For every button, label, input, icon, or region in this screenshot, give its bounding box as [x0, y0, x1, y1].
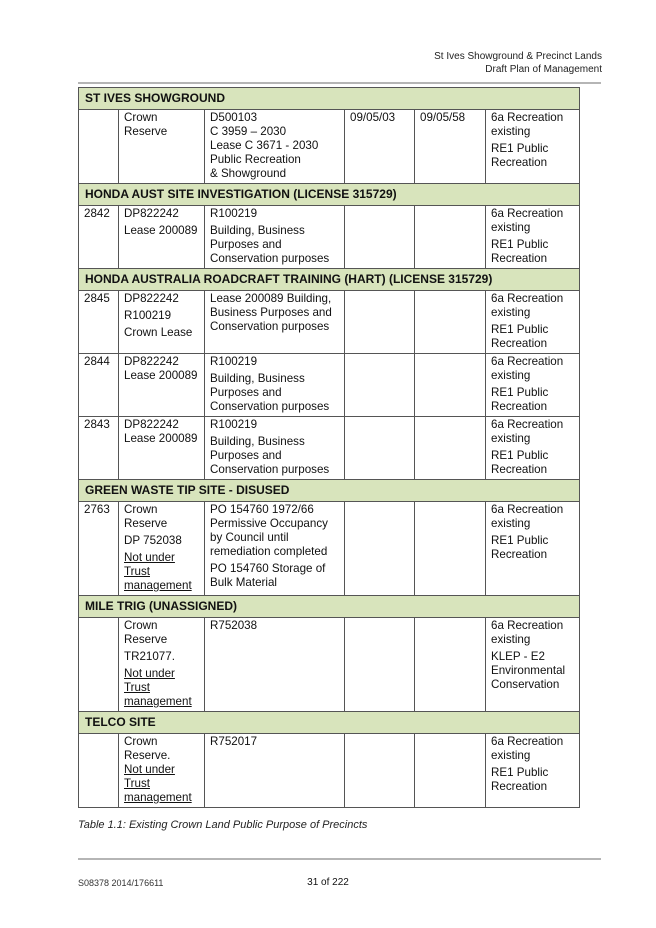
section-title: TELCO SITE	[79, 712, 580, 734]
zoning-cell	[486, 291, 580, 354]
date-gazetted-cell	[345, 734, 415, 808]
tenure-detail-cell-line: R752038	[210, 619, 258, 632]
date-expiry-cell	[415, 618, 486, 712]
plan-cell-line: Crown Reserve.	[124, 735, 171, 762]
zoning-cell	[486, 417, 580, 480]
section-header-row	[79, 184, 580, 206]
lot-number-cell: 2844	[79, 354, 119, 417]
plan-cell	[119, 110, 205, 184]
tenure-detail-cell-line: R100219	[210, 355, 258, 368]
plan-cell-line: DP822242	[124, 355, 179, 368]
table-row	[79, 354, 580, 417]
section-title: HONDA AUSTRALIA ROADCRAFT TRAINING (HART) (LICENSE 315729)	[79, 269, 580, 291]
zoning-cell-line: 6a Recreation existing	[491, 355, 564, 382]
plan-cell-line: Not under Trust management	[124, 667, 192, 708]
tenure-detail-cell	[205, 354, 345, 417]
zoning-cell	[486, 354, 580, 417]
date-gazetted-cell	[345, 417, 415, 480]
tenure-detail-cell-line: R100219	[210, 418, 258, 431]
zoning-cell-line: 6a Recreation existing	[491, 111, 564, 138]
table-row	[79, 110, 580, 184]
zoning-cell	[486, 502, 580, 596]
date-expiry-cell	[415, 206, 486, 269]
page-header	[434, 50, 602, 76]
plan-cell-line: TR21077.	[124, 650, 175, 663]
plan-cell	[119, 734, 205, 808]
tenure-detail-cell	[205, 618, 345, 712]
page-number: 31 of 222	[307, 877, 349, 888]
plan-cell-line: Crown Reserve	[124, 503, 168, 530]
plan-cell	[119, 417, 205, 480]
zoning-cell-line: 6a Recreation existing	[491, 619, 564, 646]
zoning-cell-line: RE1 Public Recreation	[491, 449, 549, 476]
table-row	[79, 502, 580, 596]
section-title: HONDA AUST SITE INVESTIGATION (LICENSE 315729)	[79, 184, 580, 206]
zoning-cell-line: KLEP - E2 Environmental Conservation	[491, 650, 566, 691]
tenure-detail-cell-line: Building, Business Purposes and Conservation purposes	[210, 372, 330, 413]
zoning-cell-line: RE1 Public Recreation	[491, 766, 549, 793]
lot-number-cell: 2842	[79, 206, 119, 269]
plan-cell-line: Lease 200089	[124, 369, 198, 382]
plan-cell-line: DP 752038	[124, 534, 182, 547]
tenure-detail-cell-line: Public Recreation	[210, 153, 301, 166]
section-header-row	[79, 596, 580, 618]
plan-cell-line: Lease 200089	[124, 224, 198, 237]
lot-number-cell: 2763	[79, 502, 119, 596]
plan-cell-line: Crown Reserve	[124, 619, 168, 646]
tenure-detail-cell-line: Building, Business Purposes and Conservation purposes	[210, 224, 330, 265]
tenure-detail-cell-line: R100219	[210, 207, 258, 220]
zoning-cell	[486, 206, 580, 269]
tenure-detail-cell-line: & Showground	[210, 167, 287, 180]
date-gazetted-cell: 09/05/03	[345, 110, 415, 184]
tenure-detail-cell	[205, 291, 345, 354]
plan-cell	[119, 291, 205, 354]
section-title: ST IVES SHOWGROUND	[79, 88, 580, 110]
zoning-cell	[486, 110, 580, 184]
tenure-detail-cell-line: Lease C 3671 - 2030	[210, 139, 319, 152]
tenure-detail-cell	[205, 417, 345, 480]
zoning-cell-line: 6a Recreation existing	[491, 292, 564, 319]
zoning-cell-line: 6a Recreation existing	[491, 503, 564, 530]
date-gazetted-cell	[345, 291, 415, 354]
date-expiry-cell: 09/05/58	[415, 110, 486, 184]
date-expiry-cell	[415, 417, 486, 480]
zoning-cell-line: RE1 Public Recreation	[491, 534, 549, 561]
lot-number-cell	[79, 734, 119, 808]
zoning-cell	[486, 734, 580, 808]
lot-number-cell	[79, 110, 119, 184]
tenure-detail-cell-line: R752017	[210, 735, 258, 748]
header-subtitle: Draft Plan of Management	[485, 64, 602, 75]
tenure-detail-cell	[205, 206, 345, 269]
tenure-detail-cell-line: PO 154760 Storage of Bulk Material	[210, 562, 326, 589]
header-title: St Ives Showground & Precinct Lands	[434, 51, 602, 62]
crown-land-table	[78, 87, 580, 808]
plan-cell-line: Not under Trust management	[124, 551, 192, 592]
date-gazetted-cell	[345, 354, 415, 417]
table-row	[79, 618, 580, 712]
date-expiry-cell	[415, 734, 486, 808]
table-row	[79, 417, 580, 480]
zoning-cell-line: RE1 Public Recreation	[491, 142, 549, 169]
plan-cell	[119, 354, 205, 417]
plan-cell	[119, 618, 205, 712]
tenure-detail-cell	[205, 502, 345, 596]
lot-number-cell: 2845	[79, 291, 119, 354]
plan-cell-line: Crown Lease	[124, 326, 193, 339]
plan-cell-line: DP822242	[124, 207, 179, 220]
section-title: MILE TRIG (UNASSIGNED)	[79, 596, 580, 618]
tenure-detail-cell-line: Lease 200089 Building, Business Purposes and Conservation purposes	[210, 292, 332, 333]
plan-cell-line: DP822242	[124, 292, 179, 305]
zoning-cell-line: RE1 Public Recreation	[491, 386, 549, 413]
plan-cell-line: Lease 200089	[124, 432, 198, 445]
tenure-detail-cell-line: C 3959 – 2030	[210, 125, 287, 138]
lot-number-cell	[79, 618, 119, 712]
tenure-detail-cell-line: Building, Business Purposes and Conservation purposes	[210, 435, 330, 476]
section-title: GREEN WASTE TIP SITE - DISUSED	[79, 480, 580, 502]
footer-rule	[78, 858, 601, 860]
plan-cell	[119, 502, 205, 596]
zoning-cell-line: RE1 Public Recreation	[491, 323, 549, 350]
tenure-detail-cell-line: D500103	[210, 111, 258, 124]
tenure-detail-cell-line: PO 154760 1972/66 Permissive Occupancy by Council until remediation completed	[210, 503, 328, 558]
plan-cell-line: Crown Reserve	[124, 111, 168, 138]
section-header-row	[79, 269, 580, 291]
lot-number-cell: 2843	[79, 417, 119, 480]
plan-cell	[119, 206, 205, 269]
header-rule	[78, 82, 601, 84]
tenure-detail-cell	[205, 734, 345, 808]
zoning-cell	[486, 618, 580, 712]
section-header-row	[79, 88, 580, 110]
section-header-row	[79, 712, 580, 734]
table-row	[79, 206, 580, 269]
zoning-cell-line: 6a Recreation existing	[491, 207, 564, 234]
date-gazetted-cell	[345, 502, 415, 596]
date-expiry-cell	[415, 291, 486, 354]
plan-cell-line: DP822242	[124, 418, 179, 431]
zoning-cell-line: 6a Recreation existing	[491, 735, 564, 762]
document-reference: S08378 2014/176611	[78, 878, 164, 888]
table-caption: Table 1.1: Existing Crown Land Public Purpose of Precincts	[78, 819, 368, 831]
zoning-cell-line: 6a Recreation existing	[491, 418, 564, 445]
table-row	[79, 291, 580, 354]
date-gazetted-cell	[345, 206, 415, 269]
zoning-cell-line: RE1 Public Recreation	[491, 238, 549, 265]
section-header-row	[79, 480, 580, 502]
plan-cell-line: Not under Trust management	[124, 763, 192, 804]
tenure-detail-cell	[205, 110, 345, 184]
date-expiry-cell	[415, 354, 486, 417]
plan-cell-line: R100219	[124, 309, 172, 322]
date-gazetted-cell	[345, 618, 415, 712]
table-row	[79, 734, 580, 808]
date-expiry-cell	[415, 502, 486, 596]
